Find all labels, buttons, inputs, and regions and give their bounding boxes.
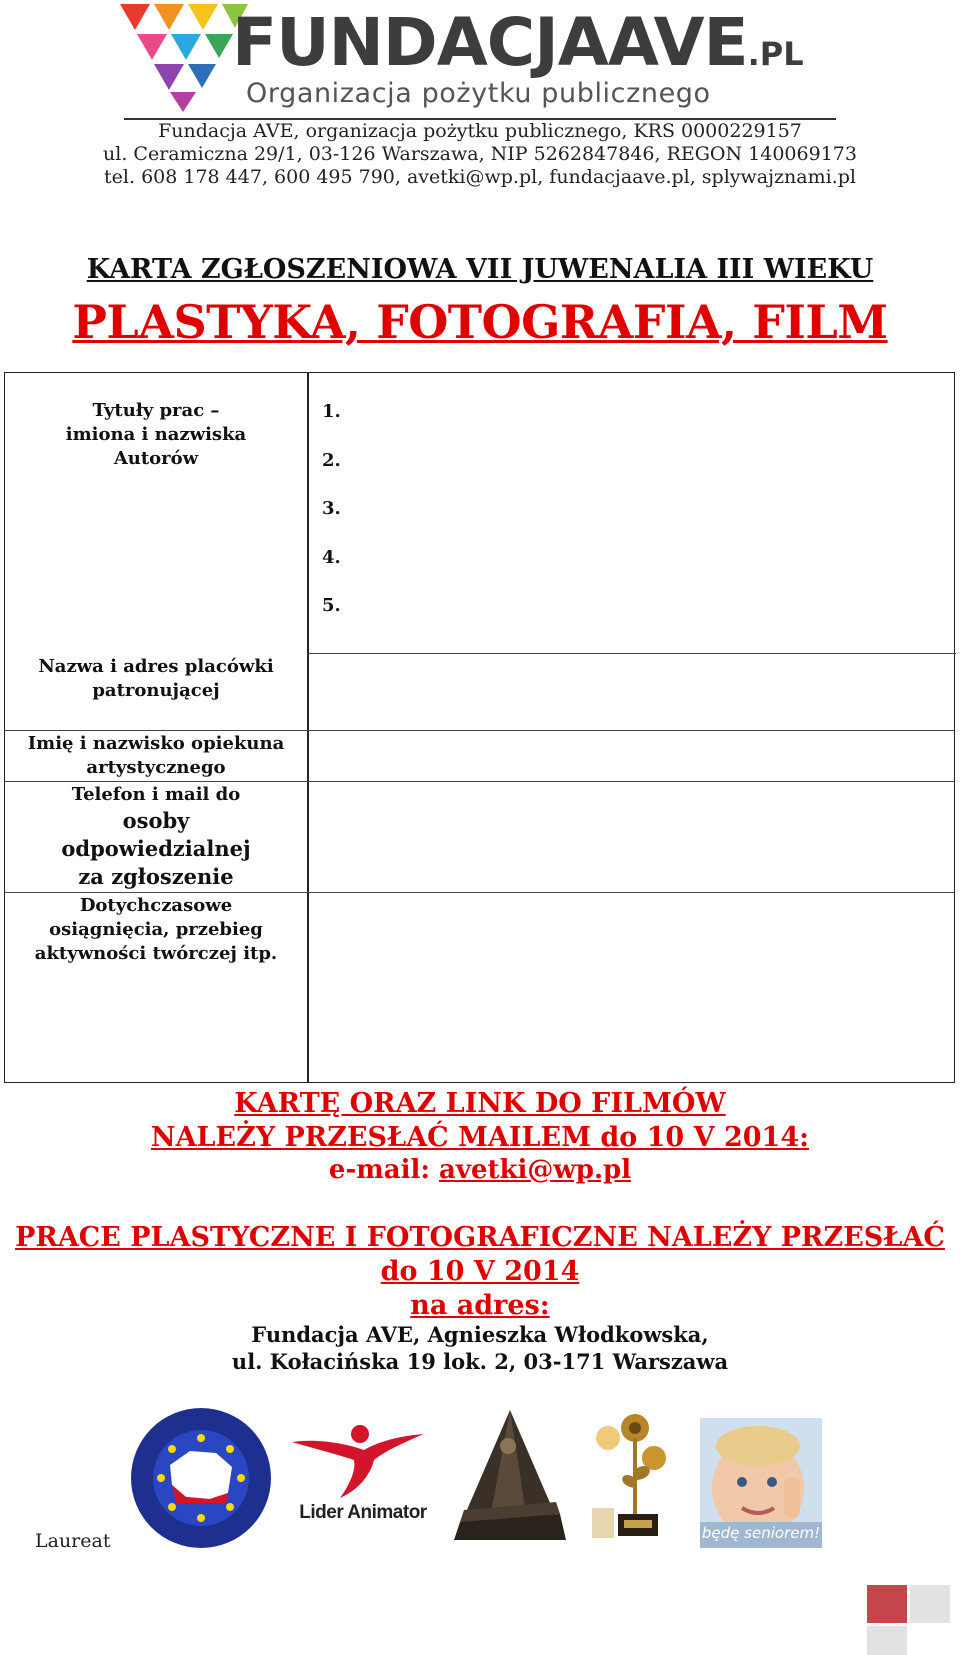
entry-number-3: 3. — [322, 498, 341, 519]
logo-wordmark — [232, 4, 804, 81]
bede-seniorem-logo — [700, 1418, 822, 1548]
corner-square-grey — [867, 1626, 907, 1655]
row-divider — [5, 730, 954, 731]
sunflower-trophy-icon — [590, 1408, 680, 1543]
notice-line-5: na adres: — [410, 1290, 550, 1321]
form-title: KARTA ZGŁOSZENIOWA VII JUWENALIA III WIEKU — [86, 254, 874, 285]
pyramid-sculpture-icon — [450, 1410, 570, 1550]
org-info-line: Fundacja AVE, organizacja pożytku publicznego, KRS 0000229157 — [158, 120, 802, 142]
logo-brand: FUNDACJA — [232, 4, 608, 81]
notice-line-3: PRACE PLASTYCZNE I FOTOGRAFICZNE NALEŻY PRZESŁAĆ — [15, 1222, 945, 1253]
dancer-figure-icon — [288, 1420, 438, 1500]
address-line-2: ul. Kołacińska 19 lok. 2, 03-171 Warszawa — [231, 1349, 729, 1374]
bede-seniorem-label: będę seniorem! — [701, 1524, 821, 1542]
achievements-label: Dotychczasowe osiągnięcia, przebieg aktywności twórczej itp. — [34, 895, 278, 964]
lider-animator-label: Lider Animator — [299, 1502, 427, 1523]
form-subtitle: PLASTYKA, FOTOGRAFIA, FILM — [72, 295, 888, 349]
badge-year: 2011 — [178, 1476, 224, 1495]
entry-number-2: 2. — [322, 450, 341, 471]
entry-number-4: 4. — [322, 547, 341, 568]
corner-square-red — [867, 1585, 907, 1623]
application-form-table — [4, 372, 955, 1083]
notice-line-1: KARTĘ ORAZ LINK DO FILMÓW — [234, 1088, 726, 1119]
column-divider — [307, 373, 309, 1082]
notice-line-4: do 10 V 2014 — [380, 1256, 580, 1287]
notice-line-2: NALEŻY PRZESŁAĆ MAILEM do 10 V 2014: — [150, 1122, 810, 1153]
triangle-logo-icon — [120, 2, 248, 114]
entry-number-1: 1. — [322, 401, 341, 422]
award-badge-icon — [130, 1407, 272, 1549]
sunflower-trophy-logo — [590, 1408, 680, 1543]
logo-domain: .PL — [747, 35, 804, 73]
entry-number-5: 5. — [322, 595, 341, 616]
row-divider — [5, 892, 954, 893]
award-badge-logo — [130, 1407, 272, 1549]
org-contact-line: tel. 608 178 447, 600 495 790, avetki@wp.pl, fundacjaave.pl, splywajznami.pl — [104, 166, 856, 188]
logo-brand-accent: AVE — [607, 4, 748, 81]
address-line-1: Fundacja AVE, Agnieszka Włodkowska, — [251, 1322, 709, 1347]
institution-label: Nazwa i adres placówki patronującej — [38, 656, 274, 701]
titles-authors-label: Tytuły prac – imiona i nazwiska Autorów — [65, 400, 247, 469]
sculpture-award-logo — [450, 1410, 570, 1550]
logo-subtitle: Organizacja pożytku publicznego — [246, 78, 711, 109]
email-label: e-mail: — [328, 1155, 439, 1185]
row-divider — [307, 653, 956, 654]
supervisor-label: Imię i nazwisko opiekuna artystycznego — [27, 733, 285, 778]
row-divider — [5, 781, 954, 782]
corner-square-grey — [910, 1585, 950, 1623]
laureat-label: Laureat — [35, 1530, 111, 1552]
email-link[interactable]: avetki@wp.pl — [439, 1155, 632, 1185]
org-address-line: ul. Ceramiczna 29/1, 03-126 Warszawa, NIP 5262847846, REGON 140069173 — [103, 143, 857, 165]
contact-label: Telefon i mail do osoby odpowiedzialnej za zgłoszenie — [61, 784, 251, 889]
lider-animator-logo — [288, 1420, 438, 1550]
notice-email-line — [0, 1157, 960, 1183]
